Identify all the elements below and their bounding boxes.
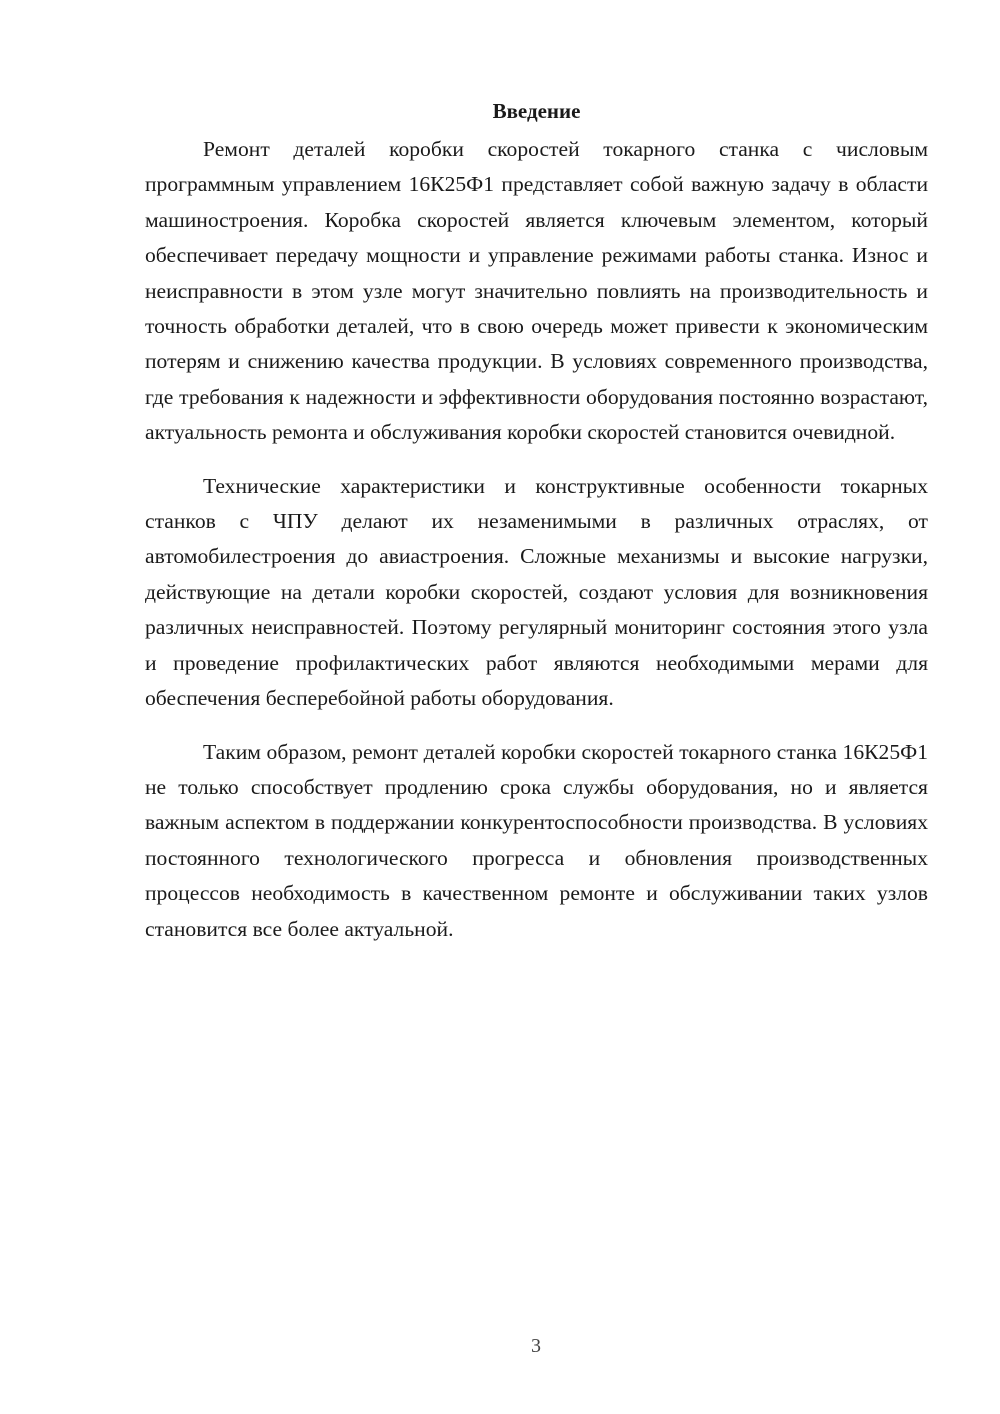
page-number: 3 [531,1335,541,1357]
paragraph-1: Ремонт деталей коробки скоростей токарного станка с числовым программным управлением 16К25Ф1 представляет собой важную задачу в области машиностроения. Коробка скоростей является ключевым элементом, который обеспечивает передачу мощности и управление режимами работы станка. Износ и неисправности в этом узле могут значительно повлиять на производительность и точность обработки деталей, что в свою очередь может привести к экономическим потерям и снижению качества продукции. В условиях современного производства, где требования к надежности и эффективности оборудования постоянно возрастают, актуальность ремонта и обслуживания коробки скоростей становится очевидной. [145,137,928,445]
section-title: Введение [492,99,581,123]
paragraph-3: Таким образом, ремонт деталей коробки скоростей токарного станка 16К25Ф1 не только способствует продлению срока службы оборудования, но и является важным аспектом в поддержании конкурентоспособности производства. В условиях постоянного технологического прогресса и обновления производственных процессов необходимость в качественном ремонте и обслуживании таких узлов становится все более актуальной. [145,739,928,941]
page-content [145,96,928,947]
paragraph-2: Технические характеристики и конструктивные особенности токарных станков с ЧПУ делают их незаменимыми в различных отраслях, от автомобилестроения до авиастроения. Сложные механизмы и высокие нагрузки, действующие на детали коробки скоростей, создают условия для возникновения различных неисправностей. Поэтому регулярный мониторинг состояния этого узла и проведение профилактических работ являются необходимыми мерами для обеспечения бесперебойной работы оборудования. [145,473,928,711]
